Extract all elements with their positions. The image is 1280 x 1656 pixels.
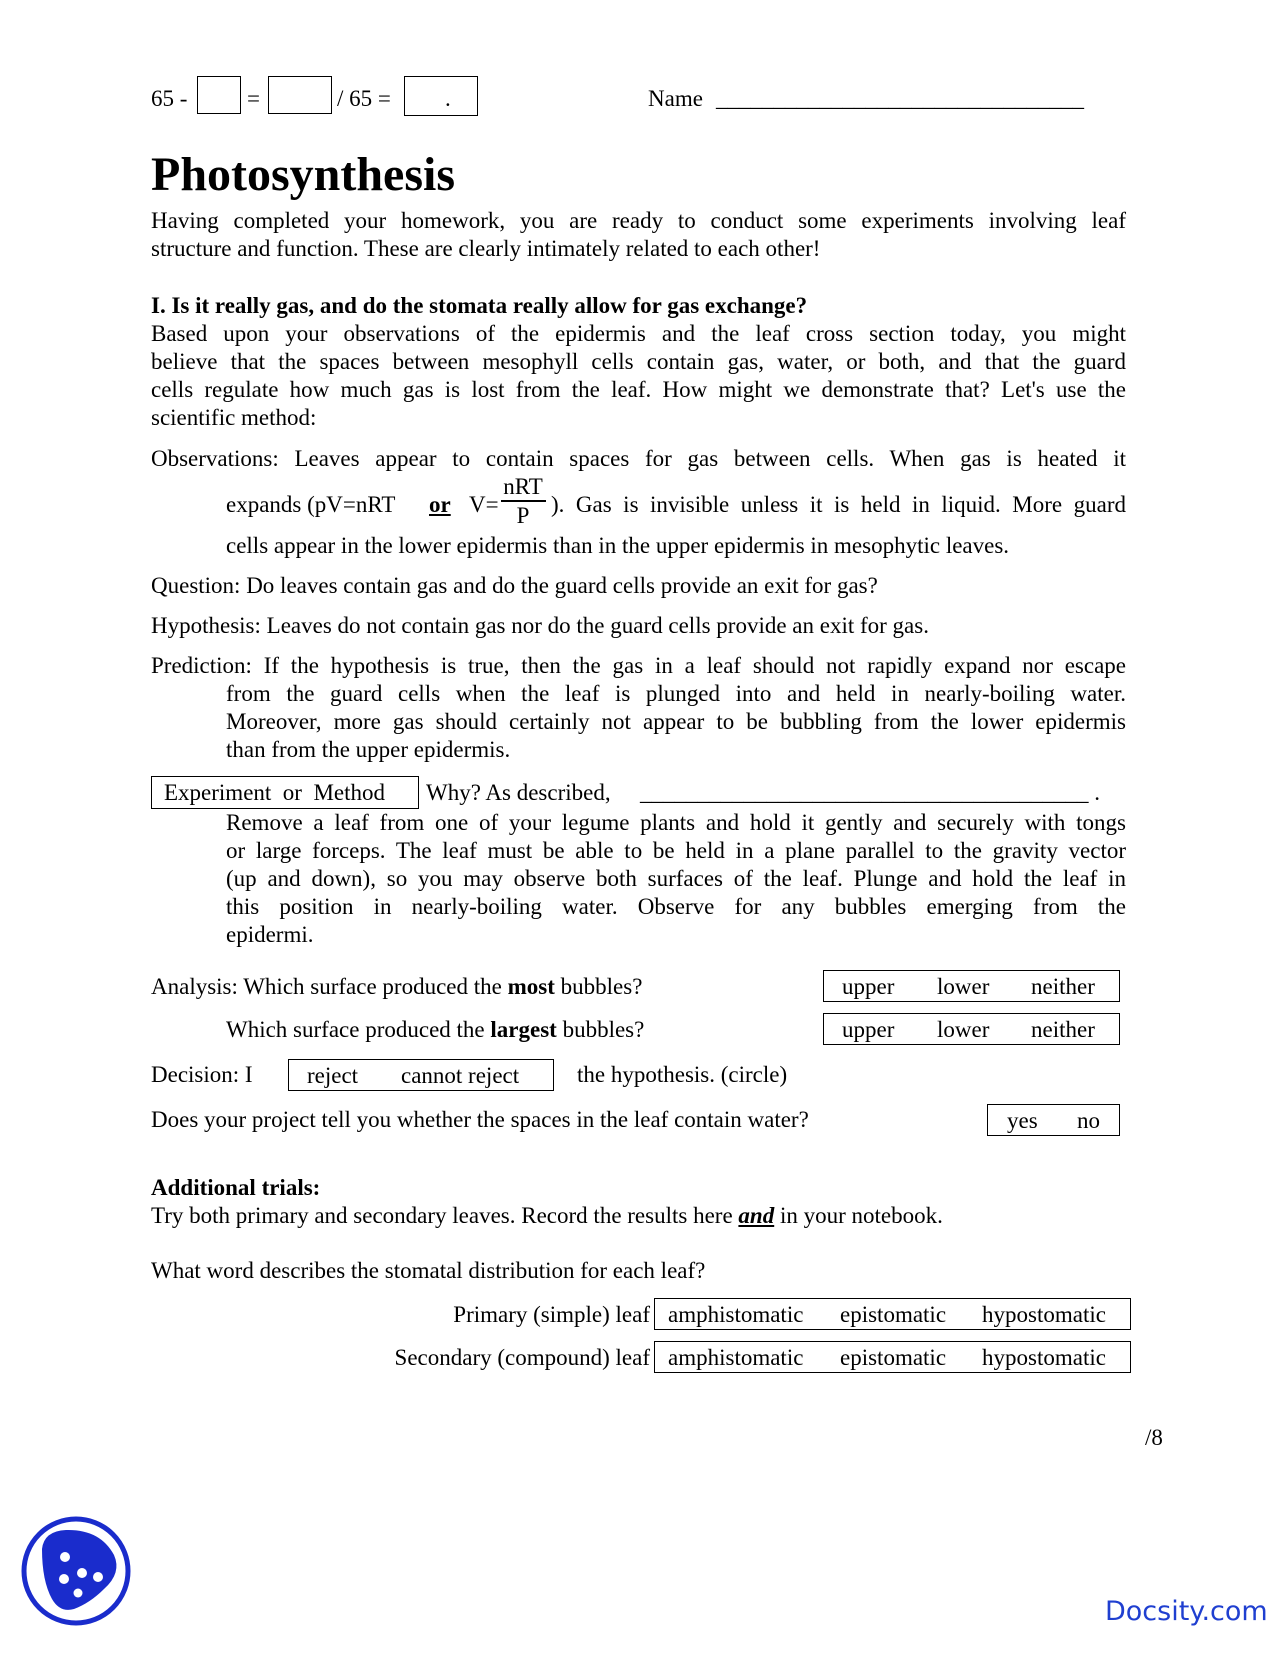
- largest-bubbles-options[interactable]: [823, 1013, 1120, 1045]
- experiment-line: this position in nearly-boiling water. Observe for any bubbles emerging from the: [226, 894, 1126, 919]
- fraction-numerator: nRT: [503, 474, 543, 499]
- decision-post: the hypothesis. (circle): [577, 1062, 788, 1087]
- analysis-q1: [151, 974, 642, 1000]
- fraction-bar: [501, 500, 546, 502]
- page-title: Photosynthesis: [151, 148, 456, 201]
- percent-box[interactable]: [404, 76, 478, 116]
- stomatal-question: What word describes the stomatal distribution for each leaf?: [151, 1258, 706, 1283]
- option-cannot-reject[interactable]: cannot reject: [401, 1063, 520, 1088]
- observations-line: Observations: Leaves appear to contain spaces for gas between cells. When gas is heated it: [151, 446, 1126, 471]
- fraction-denominator: P: [516, 503, 530, 528]
- experiment-method-label: Experiment or Method: [164, 780, 386, 805]
- docsity-link[interactable]: Docsity.com: [1105, 1596, 1268, 1627]
- page-score: /8: [1145, 1425, 1163, 1450]
- prediction-line: from the guard cells when the leaf is plunged into and held in nearly-boiling water.: [226, 681, 1126, 706]
- question-line: Question: Do leaves contain gas and do the guard cells provide an exit for gas?: [151, 573, 878, 598]
- docsity-logo-icon: [20, 1515, 132, 1627]
- name-blank[interactable]: ________________________________: [716, 86, 1084, 111]
- over-65-label: / 65 =: [337, 86, 391, 111]
- observations-after: ). Gas is invisible unless it is held in liquid. More guard: [551, 492, 1126, 517]
- additional-text-em: and: [738, 1203, 775, 1228]
- section-body-line: scientific method:: [151, 405, 317, 430]
- name-label: Name: [648, 86, 703, 111]
- hypothesis-line: Hypothesis: Leaves do not contain gas nor do the guard cells provide an exit for gas.: [151, 613, 929, 638]
- score-box[interactable]: [268, 76, 332, 114]
- analysis-q1-bold: most: [507, 974, 555, 999]
- option-epistomatic[interactable]: epistomatic: [840, 1302, 947, 1327]
- analysis-q1-post: bubbles?: [560, 974, 643, 999]
- intro-line: structure and function. These are clearly intimately related to each other!: [151, 236, 821, 261]
- primary-leaf-label: Primary (simple) leaf: [453, 1302, 650, 1327]
- option-neither[interactable]: neither: [1031, 974, 1095, 999]
- section-body-line: Based upon your observations of the epidermis and the leaf cross section today, you might: [151, 321, 1126, 346]
- option-upper[interactable]: upper: [842, 1017, 895, 1042]
- additional-text-post: in your notebook.: [779, 1203, 943, 1228]
- decimal-dot: .: [445, 86, 451, 111]
- option-neither[interactable]: neither: [1031, 1017, 1095, 1042]
- prediction-line: than from the upper epidermis.: [226, 737, 511, 762]
- additional-text-pre: Try both primary and secondary leaves. Record the results here: [151, 1203, 733, 1228]
- equals-sign: =: [247, 86, 260, 111]
- observations-or: or: [429, 492, 451, 517]
- experiment-line: epidermi.: [226, 922, 314, 947]
- option-epistomatic[interactable]: epistomatic: [840, 1345, 947, 1370]
- option-amphistomatic[interactable]: amphistomatic: [668, 1345, 804, 1370]
- section-body-line: cells regulate how much gas is lost from the leaf. How might we demonstrate that? Let's use the: [151, 377, 1126, 402]
- analysis-q2-pre: Which surface produced the: [226, 1017, 485, 1042]
- option-lower[interactable]: lower: [937, 974, 990, 999]
- observations-veq: V=: [469, 492, 499, 517]
- water-options[interactable]: [987, 1104, 1120, 1136]
- analysis-q2: [226, 1017, 644, 1043]
- additional-heading: Additional trials:: [151, 1175, 321, 1200]
- intro-line: Having completed your homework, you are ready to conduct some experiments involving leaf: [151, 208, 1126, 233]
- score-prefix: 65 -: [151, 86, 188, 111]
- option-yes[interactable]: yes: [1007, 1108, 1038, 1133]
- experiment-line: or large forceps. The leaf must be able to be held in a plane parallel to the gravity vector: [226, 838, 1126, 863]
- observations-line: cells appear in the lower epidermis than in the upper epidermis in mesophytic leaves.: [226, 533, 1010, 558]
- analysis-q2-post: bubbles?: [562, 1017, 645, 1042]
- section-body-line: believe that the spaces between mesophyll cells contain gas, water, or both, and that the guard: [151, 349, 1126, 374]
- deduction-box[interactable]: [197, 76, 241, 114]
- analysis-q1-pre: Analysis: Which surface produced the: [151, 974, 502, 999]
- option-hypostomatic[interactable]: hypostomatic: [982, 1302, 1106, 1327]
- option-no[interactable]: no: [1077, 1108, 1100, 1133]
- decision-options[interactable]: [288, 1059, 554, 1091]
- prediction-line: Prediction: If the hypothesis is true, then the gas in a leaf should not rapidly expand nor escape: [151, 653, 1126, 678]
- observations-expands: expands (pV=nRT: [226, 492, 396, 517]
- primary-leaf-options[interactable]: [654, 1298, 1131, 1330]
- section-heading: I. Is it really gas, and do the stomata really allow for gas exchange?: [151, 293, 808, 318]
- option-lower[interactable]: lower: [937, 1017, 990, 1042]
- why-label: Why? As described,: [426, 780, 611, 805]
- option-upper[interactable]: upper: [842, 974, 895, 999]
- secondary-leaf-label: Secondary (compound) leaf: [394, 1345, 650, 1370]
- option-hypostomatic[interactable]: hypostomatic: [982, 1345, 1106, 1370]
- experiment-line: (up and down), so you may observe both surfaces of the leaf. Plunge and hold the leaf in: [226, 866, 1126, 891]
- experiment-line: Remove a leaf from one of your legume plants and hold it gently and securely with tongs: [226, 810, 1126, 835]
- why-blank[interactable]: _______________________________________ .: [640, 780, 1100, 805]
- most-bubbles-options[interactable]: [823, 970, 1120, 1002]
- additional-text: [151, 1203, 1126, 1229]
- analysis-q2-bold: largest: [490, 1017, 557, 1042]
- secondary-leaf-options[interactable]: [654, 1341, 1131, 1373]
- option-amphistomatic[interactable]: amphistomatic: [668, 1302, 804, 1327]
- decision-label: Decision: I: [151, 1062, 253, 1087]
- water-question: Does your project tell you whether the spaces in the leaf contain water?: [151, 1107, 809, 1132]
- prediction-line: Moreover, more gas should certainly not appear to be bubbling from the lower epidermis: [226, 709, 1126, 734]
- option-reject[interactable]: reject: [307, 1063, 359, 1088]
- experiment-method-choice[interactable]: [151, 776, 419, 809]
